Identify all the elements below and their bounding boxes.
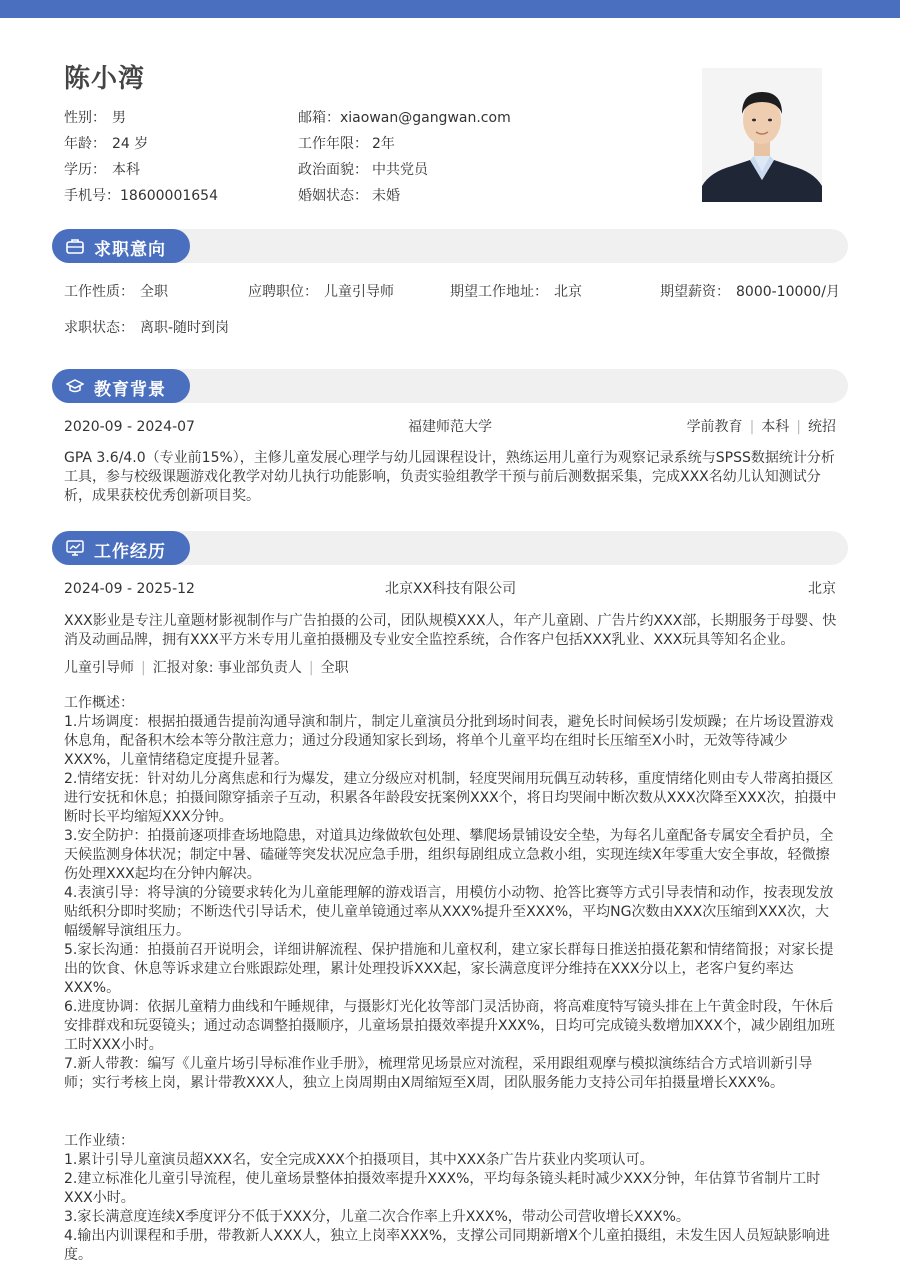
top-accent-bar <box>0 0 900 18</box>
job-location: 期望工作地址： 北京 <box>450 284 582 300</box>
duty-item: 6.进度协调：依据儿童精力曲线和午睡规律，与摄影灯光化妆等部门灵活协商，将高难度特写镜头排在上午黄金时段，午休后安排群戏和玩耍镜头；通过动态调整拍摄顺序，儿童场景拍摄效率提升XXX%，日均可完成镜头数增加XXX个，减少剧组加班工时XXX小时。 <box>64 999 835 1053</box>
section-title: 教育背景 <box>94 380 166 400</box>
section-pill <box>52 229 190 263</box>
work-role-line: 儿童引导师 | 汇报对象: 事业部负责人 | 全职 <box>64 660 349 676</box>
age-row: 年龄： 24 岁 <box>64 136 149 152</box>
briefcase-icon <box>66 238 84 254</box>
section-title: 工作经历 <box>94 542 166 562</box>
years-row: 工作年限： 2年 <box>298 136 395 152</box>
gender-row: 性别： 男 <box>64 110 126 126</box>
section-header-intent <box>52 229 848 263</box>
edu-meta: 学前教育 | 本科 | 统招 <box>686 419 836 435</box>
marital-row: 婚姻状态： 未婚 <box>298 188 400 204</box>
section-pill <box>52 369 190 403</box>
profile-photo <box>702 68 822 202</box>
portrait-illustration <box>702 68 822 202</box>
work-period: 2024-09 - 2025-12 <box>64 581 195 597</box>
duty-item: 4.表演引导：将导演的分镜要求转化为儿童能理解的游戏语言，用模仿小动物、抢答比赛等方式引导表情和动作，按表现发放贴纸积分即时奖励；不断迭代引导话术，使儿童单镜通过率从XXX%提升至XXX%，平均NG次数由XXX次压缩到XXX次，大幅缓解导演组压力。 <box>64 885 834 939</box>
edu-description: GPA 3.6/4.0（专业前15%），主修儿童发展心理学与幼儿园课程设计，熟练运用儿童行为观察记录系统与SPSS数据统计分析工具，参与校级课题游戏化教学对幼儿执行功能影响，负责实验组教学干预与前后测数据采集，完成XXX名幼儿认知测试分析，成果获校优秀创新项目奖。 <box>64 450 835 504</box>
section-header-education <box>52 369 848 403</box>
duty-item: 1.片场调度：根据拍摄通告提前沟通导演和制片，制定儿童演员分批到场时间表，避免长时间候场引发烦躁；在片场设置游戏休息角，配备积木绘本等分散注意力；通过分段通知家长到场，将单个儿童平均在组时长压缩至X小时，无效等待减少XXX%，儿童情绪稳定度提升显著。 <box>64 714 834 768</box>
result-item: 4.输出内训课程和手册，带教新人XXX人，独立上岗率XXX%，支撑公司同期新增X个儿童拍摄组，未发生因人员短缺影响进度。 <box>64 1228 830 1263</box>
job-position: 应聘职位： 儿童引导师 <box>248 284 394 300</box>
edu-period: 2020-09 - 2024-07 <box>64 419 195 435</box>
email-row: 邮箱：xiaowan@gangwan.com <box>298 110 511 126</box>
work-company: 北京XX科技有限公司 <box>385 581 517 597</box>
graduation-cap-icon <box>66 378 84 394</box>
work-overview <box>64 694 838 1093</box>
job-status: 求职状态： 离职-随时到岗 <box>64 320 230 336</box>
work-results <box>64 1132 838 1265</box>
section-pill <box>52 531 190 565</box>
result-item: 2.建立标准化儿童引导流程，使儿童场景整体拍摄效率提升XXX%，平均每条镜头耗时减少XXX分钟，年估算节省制片工时XXX小时。 <box>64 1171 821 1206</box>
company-description: XXX影业是专注儿童题材影视制作与广告拍摄的公司，团队规模XXX人，年产儿童剧、广告片约XXX部，长期服务于母婴、快消及动画品牌，拥有XXX平方米专用儿童拍摄棚及专业安全监控系统，合作客户包括XXX乳业、XXX玩具等知名企业。 <box>64 613 837 648</box>
duty-item: 5.家长沟通：拍摄前召开说明会，详细讲解流程、保护措施和儿童权利，建立家长群每日推送拍摄花絮和情绪简报；对家长提出的饮食、休息等诉求建立台账跟踪处理，累计处理投诉XXX起，家长满意度评分维持在XXX分以上，老客户复约率达XXX%。 <box>64 942 834 996</box>
results-title: 工作业绩： <box>64 1133 134 1149</box>
edu-school: 福建师范大学 <box>408 419 492 435</box>
result-item: 1.累计引导儿童演员超XXX名，安全完成XXX个拍摄项目，其中XXX条广告片获业内奖项认可。 <box>64 1152 654 1168</box>
job-salary: 期望薪资： 8000-10000/月 <box>660 284 840 300</box>
result-item: 3.家长满意度连续X季度评分不低于XXX分，儿童二次合作率上升XXX%，带动公司营收增长XXX%。 <box>64 1209 690 1225</box>
education-row: 学历： 本科 <box>64 162 140 178</box>
duty-item: 3.安全防护：拍摄前逐项排查场地隐患，对道具边缘做软包处理、攀爬场景铺设安全垫，为每名儿童配备专属安全看护员，全天候监测身体状况；制定中暑、磕碰等突发状况应急手册，组织每剧组成立急救小组，实现连续X年零重大安全事故，轻微擦伤处理XXX起均在分钟内解决。 <box>64 828 834 882</box>
work-city: 北京 <box>808 581 836 597</box>
duty-item: 2.情绪安抚：针对幼儿分离焦虑和行为爆发，建立分级应对机制，轻度哭闹用玩偶互动转移，重度情绪化则由专人带离拍摄区进行安抚和休息；拍摄间隙穿插亲子互动，积累各年龄段安抚案例XXX个，将日均哭闹中断次数从XXX次降至XXX次，拍摄中断时长平均缩短XXX分钟。 <box>64 771 837 825</box>
section-header-work <box>52 531 848 565</box>
overview-title: 工作概述： <box>64 695 134 711</box>
candidate-name: 陈小湾 <box>64 64 146 94</box>
duty-item: 7.新人带教：编写《儿童片场引导标准作业手册》，梳理常见场景应对流程，采用跟组观摩与模拟演练结合方式培训新引导师；实行考核上岗，累计带教XXX人，独立上岗周期由X周缩短至X周，团队服务能力支持公司年拍摄量增长XXX%。 <box>64 1056 813 1091</box>
section-title: 求职意向 <box>94 240 166 260</box>
job-type: 工作性质： 全职 <box>64 284 168 300</box>
phone-row: 手机号：18600001654 <box>64 188 218 204</box>
politics-row: 政治面貌： 中共党员 <box>298 162 428 178</box>
monitor-chart-icon <box>66 540 84 556</box>
